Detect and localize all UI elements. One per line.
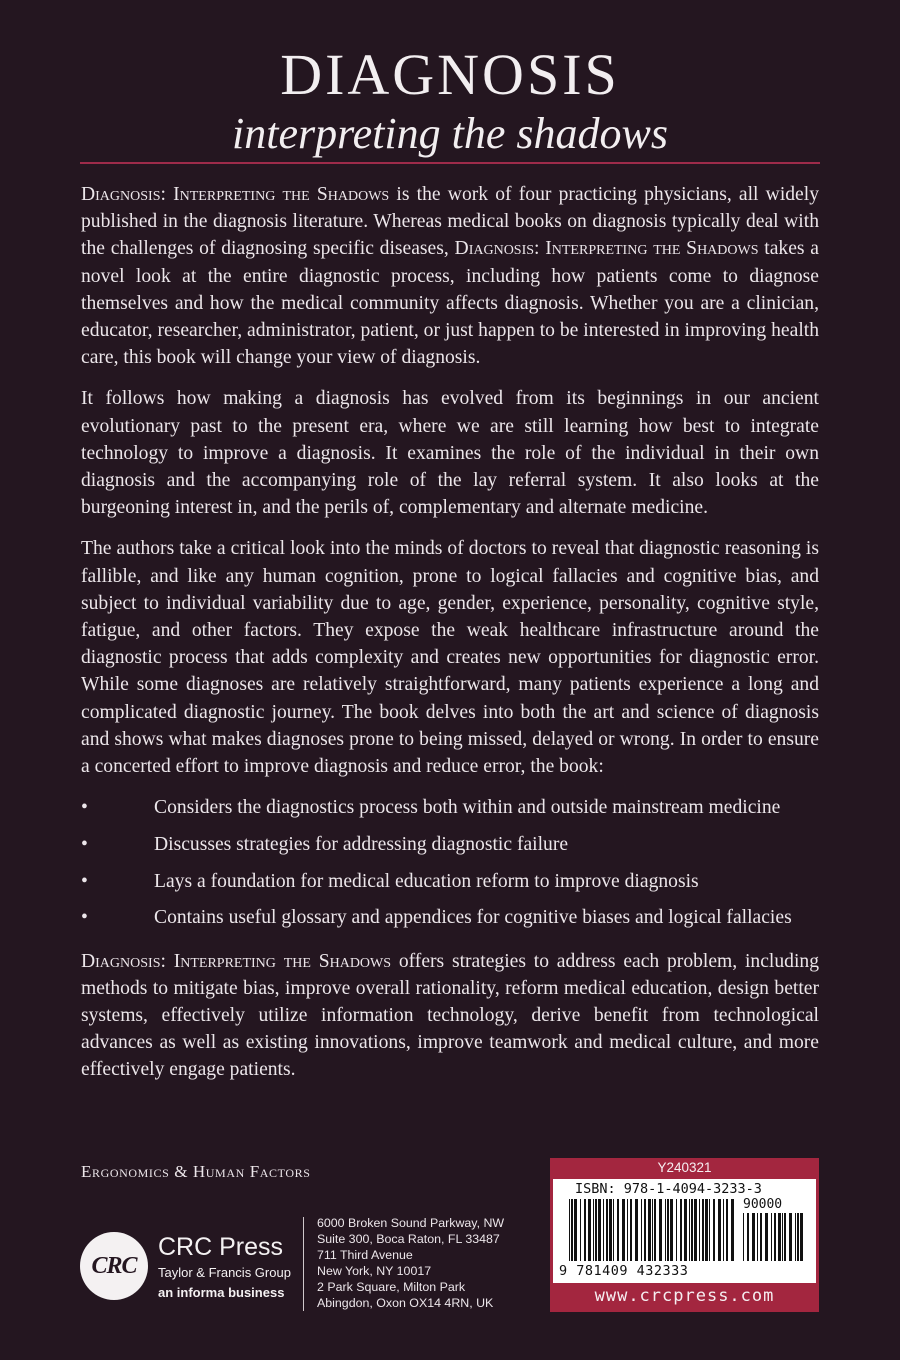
list-item [81,831,819,858]
ean-digits: 9 781409 432333 [559,1263,689,1279]
address-line: New York, NY 10017 [317,1263,432,1278]
isbn-text: ISBN: 978-1-4094-3233-3 [575,1181,762,1197]
list-item [81,794,819,821]
text-run: offers strategies to address each problem, including methods to mitigate bias, improve overall rationality, reform medical education, design better systems, effectively utilize information technology, derive benefit from technological advances as well as existing innovations, improve teamwork and medical culture, and more effectively engage patients. [81,950,819,1081]
book-name: Diagnosis: Interpreting the Shadows [454,238,759,260]
address-line: 6000 Broken Sound Parkway, NW [317,1216,505,1230]
book-name: Diagnosis: Interpreting the Shadows [81,950,392,972]
book-subtitle: interpreting the shadows [232,109,668,158]
ean-barcode-icon [569,1199,737,1261]
address-line: Abingdon, Oxon OX14 4RN, UK [317,1295,494,1310]
paragraph-3: The authors take a critical look into the minds of doctors to reveal that diagnostic reasoning is fallible, and like any human cognition, prone to logical fallacies and cognitive bias, and subject to individual variability due to age, gender, experience, personality, cognitive style, fatigue, and other factors. They expose the weak healthcare infrastructure around the diagnostic process that adds complexity and creates new opportunities for diagnostic error. While some diagnoses are relatively straightforward, many patients experience a long and complicated diagnostic journey. The book delves into both the art and science of diagnosis and shows what makes diagnoses prone to being missed, delayed or wrong. In order to ensure a concerted effort to improve diagnosis and reduce error, the book: [81,538,819,778]
list-item-text: Considers the diagnostics process both within and outside mainstream medicine [154,797,781,819]
address-line: Suite 300, Boca Raton, FL 33487 [317,1231,500,1246]
product-code: Y240321 [657,1160,712,1175]
barcode-area [553,1179,816,1283]
address-line: 711 Third Avenue [317,1247,413,1262]
title-divider [80,162,820,164]
paragraph-2: It follows how making a diagnosis has evolved from its beginnings in our ancient evolutionary past to the present era, where we are still learning how best to integrate technology to improve a diagnosis. It examines the role of the individual in their own diagnosis and the accompanying role of the lay referral system. It also looks at the burgeoning interest in, and the perils of, complementary and alternate medicine. [81,388,819,519]
publisher-name: CRC Press [158,1233,284,1261]
list-item-text: Discusses strategies for addressing diagnostic failure [154,833,569,855]
publisher-divider [303,1217,304,1311]
paragraph-1 [81,181,819,371]
bullet-icon: • [81,907,88,929]
book-title: DIAGNOSIS [280,42,620,107]
book-name: Diagnosis: Interpreting the Shadows [81,184,390,205]
blurb-text [81,181,819,1098]
publisher-url: www.crcpress.com [594,1286,775,1306]
text-run: is the work of four practicing physicians, all widely published in the diagnosis literature. Whereas medical books on diagnosis typically deal with the challenges of diagnosing specific diseases, [81,184,819,260]
list-item [81,868,819,895]
barcode-panel [550,1158,819,1312]
publisher-group: Taylor & Francis Group [158,1265,291,1280]
bullet-icon: • [81,870,88,892]
address-line: 2 Park Square, Milton Park [317,1279,466,1294]
crc-logo-icon: CRC [80,1232,148,1300]
addon-barcode-icon [743,1213,807,1261]
paragraph-4 [81,948,819,1084]
feature-list [81,794,819,931]
series-name: Ergonomics & Human Factors [81,1162,311,1181]
bullet-icon: • [81,833,88,855]
list-item-text: Lays a foundation for medical education reform to improve diagnosis [154,870,699,892]
list-item [81,904,819,931]
bullet-icon: • [81,797,88,819]
list-item-text: Contains useful glossary and appendices for cognitive biases and logical fallacies [154,907,792,929]
publisher-business: an informa business [158,1285,285,1300]
addon-number: 90000 [743,1197,783,1212]
publisher-addresses [317,1216,504,1311]
text-run: takes a novel look at the entire diagnostic process, including how patients come to diagnose themselves and how the medical community affects diagnosis. Whether you are a clinician, educator, researcher, administrator, patient, or just happen to be interested in improving health care, this book will change your view of diagnosis. [81,238,819,369]
